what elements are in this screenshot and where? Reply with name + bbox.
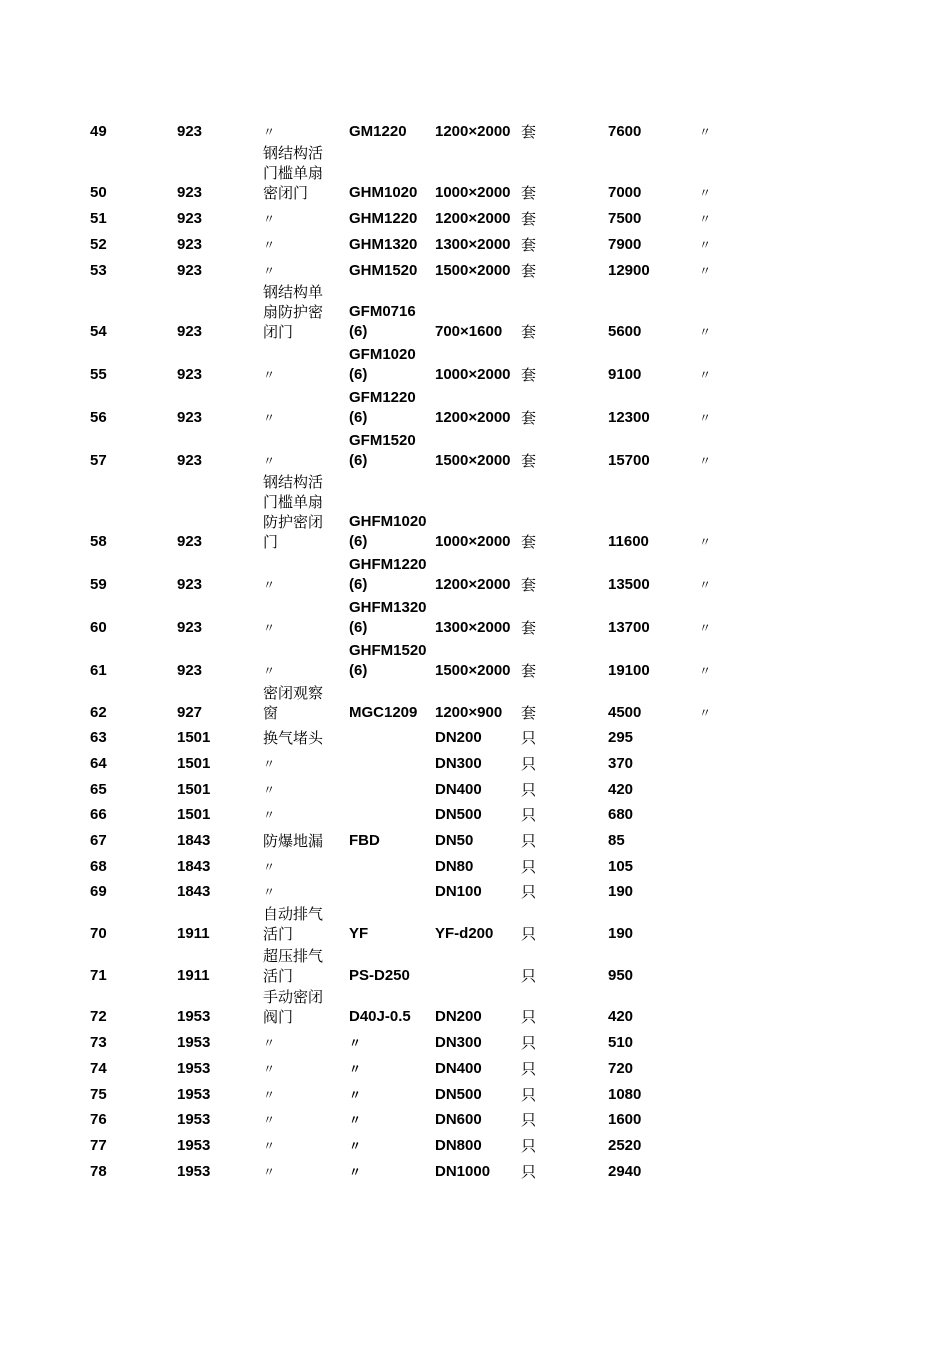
item-spec: 1500×2000 <box>435 452 511 469</box>
item-unit: 套 <box>521 184 537 202</box>
item-model: 〃 <box>349 1139 362 1153</box>
table-row <box>0 473 950 552</box>
item-model: D40J-0.5 <box>349 1008 411 1025</box>
item-price: 5600 <box>608 323 642 340</box>
item-name: 〃 <box>263 212 276 226</box>
item-name: 手动密闭阀门 <box>263 988 324 1026</box>
row-number: 65 <box>90 781 107 798</box>
row-number: 78 <box>90 1163 107 1180</box>
item-name: 〃 <box>263 578 276 592</box>
item-unit: 只 <box>521 1163 537 1181</box>
item-price: 19100 <box>608 662 650 679</box>
item-code: 1843 <box>177 883 211 900</box>
row-number: 56 <box>90 409 107 426</box>
item-code: 923 <box>177 533 203 550</box>
item-name: 钢结构活门槛单扇防护密闭门 <box>263 473 324 551</box>
item-unit: 套 <box>521 210 537 228</box>
item-spec: DN800 <box>435 1137 482 1154</box>
item-code: 1953 <box>177 1137 211 1154</box>
item-spec: DN600 <box>435 1111 482 1128</box>
item-price: 420 <box>608 781 634 798</box>
item-model: GHM1220 <box>349 210 418 227</box>
item-unit: 只 <box>521 832 537 850</box>
table-row <box>0 728 950 748</box>
item-spec: 1200×900 <box>435 704 503 721</box>
item-code: 923 <box>177 210 203 227</box>
item-code: 1843 <box>177 832 211 849</box>
table-row <box>0 642 950 681</box>
item-name: 〃 <box>263 860 276 874</box>
row-number: 63 <box>90 729 107 746</box>
item-unit: 只 <box>521 729 537 747</box>
item-model: GM1220 <box>349 123 407 140</box>
item-spec: DN400 <box>435 781 482 798</box>
item-name: 〃 <box>263 454 276 468</box>
item-price: 7500 <box>608 210 642 227</box>
table-row <box>0 831 950 851</box>
item-name: 〃 <box>263 808 276 822</box>
item-price: 720 <box>608 1060 634 1077</box>
item-spec: 700×1600 <box>435 323 503 340</box>
row-number: 74 <box>90 1060 107 1077</box>
row-number: 55 <box>90 366 107 383</box>
item-unit: 只 <box>521 755 537 773</box>
item-price: 680 <box>608 806 634 823</box>
item-code: 1843 <box>177 858 211 875</box>
item-model: GFM1020(6) <box>349 346 416 383</box>
item-code: 923 <box>177 576 203 593</box>
item-unit: 套 <box>521 123 537 141</box>
item-unit: 套 <box>521 619 537 637</box>
item-spec: DN100 <box>435 883 482 900</box>
row-number: 54 <box>90 323 107 340</box>
table-row <box>0 432 950 471</box>
item-note: 〃 <box>699 578 712 592</box>
item-unit: 只 <box>521 1034 537 1052</box>
row-number: 51 <box>90 210 107 227</box>
item-model: GFM1520(6) <box>349 432 416 469</box>
item-price: 295 <box>608 729 634 746</box>
item-price: 4500 <box>608 704 642 721</box>
item-name: 〃 <box>263 1113 276 1127</box>
item-code: 923 <box>177 452 203 469</box>
item-spec: 1500×2000 <box>435 262 511 279</box>
table-row <box>0 857 950 877</box>
item-name: 〃 <box>263 757 276 771</box>
item-price: 105 <box>608 858 634 875</box>
item-price: 12300 <box>608 409 650 426</box>
row-number: 52 <box>90 236 107 253</box>
item-spec: DN200 <box>435 729 482 746</box>
item-price: 510 <box>608 1034 634 1051</box>
item-price: 12900 <box>608 262 650 279</box>
row-number: 59 <box>90 576 107 593</box>
table-row <box>0 1059 950 1079</box>
item-price: 370 <box>608 755 634 772</box>
item-model: GFM1220(6) <box>349 389 416 426</box>
item-code: 923 <box>177 366 203 383</box>
item-name: 〃 <box>263 264 276 278</box>
item-note: 〃 <box>699 621 712 635</box>
item-spec: DN200 <box>435 1008 482 1025</box>
item-unit: 套 <box>521 262 537 280</box>
item-price: 15700 <box>608 452 650 469</box>
item-unit: 套 <box>521 452 537 470</box>
item-model: MGC1209 <box>349 704 418 721</box>
item-spec: 1500×2000 <box>435 662 511 679</box>
table-row <box>0 805 950 825</box>
item-price: 2520 <box>608 1137 642 1154</box>
item-unit: 只 <box>521 967 537 985</box>
row-number: 68 <box>90 858 107 875</box>
item-code: 923 <box>177 184 203 201</box>
item-name: 〃 <box>263 368 276 382</box>
item-spec: 1000×2000 <box>435 533 511 550</box>
table-row <box>0 754 950 774</box>
item-model: GHFM1520(6) <box>349 642 427 679</box>
row-number: 71 <box>90 967 107 984</box>
item-spec: DN400 <box>435 1060 482 1077</box>
item-name: 超压排气活门 <box>263 947 324 985</box>
item-price: 9100 <box>608 366 642 383</box>
row-number: 67 <box>90 832 107 849</box>
item-spec: DN500 <box>435 806 482 823</box>
item-code: 1501 <box>177 781 211 798</box>
item-price: 190 <box>608 925 634 942</box>
item-unit: 套 <box>521 323 537 341</box>
item-note: 〃 <box>699 125 712 139</box>
table-row <box>0 1136 950 1156</box>
item-spec: 1200×2000 <box>435 123 511 140</box>
item-code: 923 <box>177 123 203 140</box>
item-price: 7000 <box>608 184 642 201</box>
item-unit: 只 <box>521 1111 537 1129</box>
item-name: 〃 <box>263 885 276 899</box>
item-name: 密闭观察窗 <box>263 684 324 722</box>
item-unit: 只 <box>521 1137 537 1155</box>
item-model: GHFM1220(6) <box>349 556 427 593</box>
row-number: 64 <box>90 755 107 772</box>
item-price: 13700 <box>608 619 650 636</box>
table-row <box>0 283 950 342</box>
table-row <box>0 389 950 428</box>
item-price: 190 <box>608 883 634 900</box>
item-price: 2940 <box>608 1163 642 1180</box>
row-number: 76 <box>90 1111 107 1128</box>
item-unit: 只 <box>521 858 537 876</box>
item-code: 1911 <box>177 925 210 942</box>
row-number: 75 <box>90 1086 107 1103</box>
item-unit: 套 <box>521 409 537 427</box>
item-note: 〃 <box>699 535 712 549</box>
item-code: 923 <box>177 262 203 279</box>
item-model: PS-D250 <box>349 967 410 984</box>
table-row <box>0 905 950 944</box>
item-name: 〃 <box>263 783 276 797</box>
item-spec: DN1000 <box>435 1163 491 1180</box>
item-unit: 套 <box>521 366 537 384</box>
item-price: 11600 <box>608 533 649 550</box>
table-row <box>0 235 950 255</box>
item-name: 〃 <box>263 238 276 252</box>
item-name: 防爆地漏 <box>263 832 324 850</box>
table-row <box>0 882 950 902</box>
item-note: 〃 <box>699 706 712 720</box>
item-name: 钢结构活门槛单扇密闭门 <box>263 144 324 202</box>
item-unit: 只 <box>521 883 537 901</box>
item-note: 〃 <box>699 368 712 382</box>
item-unit: 套 <box>521 662 537 680</box>
item-unit: 只 <box>521 1008 537 1026</box>
item-note: 〃 <box>699 454 712 468</box>
item-code: 1501 <box>177 806 211 823</box>
item-code: 923 <box>177 619 203 636</box>
item-note: 〃 <box>699 186 712 200</box>
row-number: 73 <box>90 1034 107 1051</box>
item-code: 1953 <box>177 1034 211 1051</box>
item-spec: 1200×2000 <box>435 210 511 227</box>
item-unit: 只 <box>521 1060 537 1078</box>
item-spec: DN50 <box>435 832 474 849</box>
item-spec: YF-d200 <box>435 925 494 942</box>
item-name: 〃 <box>263 1062 276 1076</box>
item-spec: 1300×2000 <box>435 236 511 253</box>
item-note: 〃 <box>699 325 712 339</box>
item-code: 927 <box>177 704 203 721</box>
item-code: 923 <box>177 323 203 340</box>
item-unit: 套 <box>521 236 537 254</box>
item-code: 1911 <box>177 967 210 984</box>
item-code: 1953 <box>177 1086 211 1103</box>
item-model: GHM1520 <box>349 262 418 279</box>
table-row <box>0 261 950 281</box>
table-row <box>0 144 950 203</box>
table-row <box>0 122 950 142</box>
item-spec: DN300 <box>435 1034 482 1051</box>
table-row <box>0 209 950 229</box>
row-number: 57 <box>90 452 107 469</box>
item-unit: 套 <box>521 533 537 551</box>
row-number: 58 <box>90 533 107 550</box>
item-code: 923 <box>177 662 203 679</box>
item-price: 13500 <box>608 576 650 593</box>
item-model: 〃 <box>349 1088 362 1102</box>
item-model: 〃 <box>349 1113 362 1127</box>
item-model: GHM1320 <box>349 236 418 253</box>
table-row <box>0 1085 950 1105</box>
table-row <box>0 1110 950 1130</box>
item-price: 1080 <box>608 1086 642 1103</box>
table-row <box>0 1162 950 1182</box>
item-code: 1501 <box>177 729 211 746</box>
item-spec: DN300 <box>435 755 482 772</box>
item-model: GHFM1020(6) <box>349 513 427 550</box>
item-unit: 只 <box>521 925 537 943</box>
item-code: 1953 <box>177 1060 211 1077</box>
item-name: 自动排气活门 <box>263 905 324 943</box>
item-code: 1953 <box>177 1008 211 1025</box>
item-model: 〃 <box>349 1062 362 1076</box>
item-note: 〃 <box>699 238 712 252</box>
item-name: 〃 <box>263 1165 276 1179</box>
item-spec: DN500 <box>435 1086 482 1103</box>
row-number: 61 <box>90 662 107 679</box>
item-note: 〃 <box>699 664 712 678</box>
row-number: 77 <box>90 1137 107 1154</box>
table-row <box>0 1033 950 1053</box>
table-row <box>0 684 950 723</box>
row-number: 50 <box>90 184 107 201</box>
item-model: GHM1020 <box>349 184 418 201</box>
table-row <box>0 780 950 800</box>
item-model: FBD <box>349 832 380 849</box>
item-unit: 套 <box>521 576 537 594</box>
item-price: 420 <box>608 1008 634 1025</box>
item-price: 1600 <box>608 1111 642 1128</box>
item-name: 〃 <box>263 621 276 635</box>
table-row <box>0 599 950 638</box>
item-model: GFM0716(6) <box>349 303 416 340</box>
item-spec: 1200×2000 <box>435 409 511 426</box>
item-code: 923 <box>177 409 203 426</box>
item-price: 85 <box>608 832 625 849</box>
row-number: 69 <box>90 883 107 900</box>
item-name: 〃 <box>263 1139 276 1153</box>
item-model: 〃 <box>349 1036 362 1050</box>
item-price: 7900 <box>608 236 642 253</box>
item-code: 1501 <box>177 755 211 772</box>
item-price: 950 <box>608 967 634 984</box>
item-name: 钢结构单扇防护密闭门 <box>263 283 324 341</box>
item-name: 〃 <box>263 664 276 678</box>
item-unit: 只 <box>521 781 537 799</box>
item-name: 〃 <box>263 1088 276 1102</box>
item-spec: 1000×2000 <box>435 366 511 383</box>
item-code: 1953 <box>177 1163 211 1180</box>
row-number: 49 <box>90 123 107 140</box>
item-name: 〃 <box>263 411 276 425</box>
table-row <box>0 947 950 986</box>
table-row <box>0 556 950 595</box>
row-number: 72 <box>90 1008 107 1025</box>
item-note: 〃 <box>699 411 712 425</box>
row-number: 62 <box>90 704 107 721</box>
item-unit: 套 <box>521 704 537 722</box>
item-name: 〃 <box>263 125 276 139</box>
item-spec: 1200×2000 <box>435 576 511 593</box>
row-number: 66 <box>90 806 107 823</box>
item-code: 1953 <box>177 1111 211 1128</box>
item-model: 〃 <box>349 1165 362 1179</box>
item-note: 〃 <box>699 212 712 226</box>
item-unit: 只 <box>521 806 537 824</box>
item-spec: 1300×2000 <box>435 619 511 636</box>
row-number: 70 <box>90 925 107 942</box>
table-row <box>0 988 950 1027</box>
item-model: GHFM1320(6) <box>349 599 427 636</box>
item-spec: 1000×2000 <box>435 184 511 201</box>
item-name: 换气堵头 <box>263 729 324 747</box>
item-name: 〃 <box>263 1036 276 1050</box>
item-code: 923 <box>177 236 203 253</box>
row-number: 53 <box>90 262 107 279</box>
item-unit: 只 <box>521 1086 537 1104</box>
item-note: 〃 <box>699 264 712 278</box>
item-model: YF <box>349 925 369 942</box>
table-row <box>0 346 950 385</box>
row-number: 60 <box>90 619 107 636</box>
item-spec: DN80 <box>435 858 474 875</box>
item-price: 7600 <box>608 123 642 140</box>
